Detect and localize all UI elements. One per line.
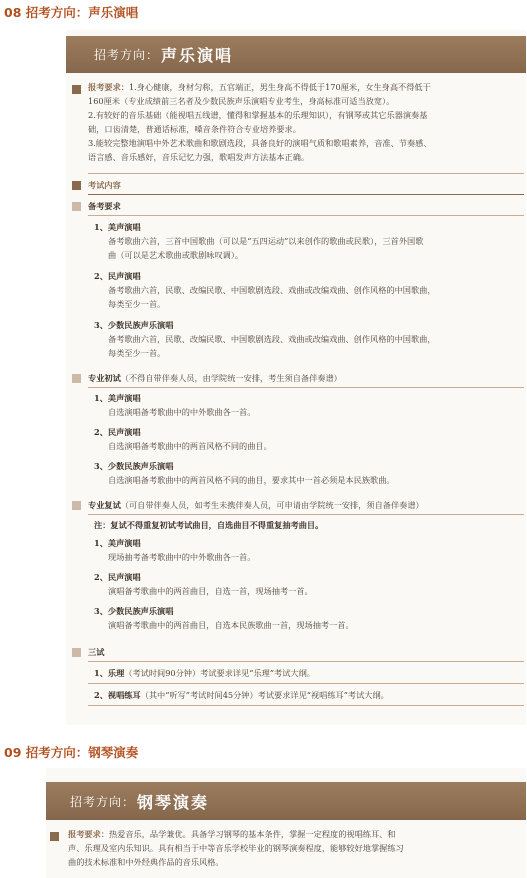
req-line: 3.能较完整地演唱中外艺术歌曲和歌剧选段，具备良好的演唱气质和歌唱素养，音准、节奏感、 (88, 138, 432, 148)
bullet-square-icon (72, 374, 81, 383)
banner-label: 招考方向： (70, 794, 136, 809)
vocal-banner (66, 36, 526, 73)
banner-label: 招考方向： (94, 48, 160, 62)
list-item: 3、少数民族声乐演唱 备考歌曲六首，民歌、改编民歌、中国歌剧选段、戏曲或改编戏曲、创作风格的中国歌曲， 每类至少一首。 (94, 320, 436, 358)
piano-card (46, 768, 526, 878)
req-label: 报考要求： (68, 829, 109, 839)
req-line: 曲的技术标准和中外经典作品的音乐风格。 (68, 857, 224, 867)
divider (88, 705, 524, 706)
divider (88, 173, 524, 174)
req-label: 报考要求： (88, 82, 129, 92)
prep-list (94, 220, 522, 360)
third-item: 2、视唱练耳（其中“听写”考试时间45分钟）考试要求详见“视唱练耳”考试大纲。 (94, 690, 389, 700)
req-line: 1.身心健康，身材匀称，五官端正，男生身高不得低于170厘米，女生身高不得低于 (128, 82, 431, 92)
list-item: 1、美声演唱 自选演唱备考歌曲中的中外歌曲各一首。 (94, 393, 256, 417)
bullet-square-icon (72, 181, 81, 190)
banner-value: 声乐演唱 (161, 46, 234, 65)
bullet-square-icon (50, 832, 59, 841)
divider (88, 387, 524, 388)
list-item: 2、民声演唱 备考歌曲六首，民歌、改编民歌、中国歌剧选段、戏曲或改编戏曲、创作风格的中国歌曲， 每类至少一首。 (94, 271, 436, 309)
section-heading-vocal: 08 招考方向：声乐演唱 (4, 5, 139, 20)
bullet-square-icon (72, 648, 81, 657)
third-item: 1、乐理（考试时间90分钟）考试要求详见“乐理”考试大纲。 (94, 668, 315, 678)
initial-exam-header: 专业初试（不得自带伴奏人员，由学院统一安排，考生须自备伴奏谱） (88, 373, 342, 383)
req-line: 2.有较好的音乐基础（能视唱五线谱，懂得和掌握基本的乐理知识），有钢琴或其它乐器演奏基 (88, 110, 428, 120)
req-line: 声、乐理及室内乐知识。具有相当于中等音乐学校毕业的钢琴演奏程度，能够较好地掌握练习 (68, 843, 404, 853)
req-line: 热爱音乐，品学兼优。具备学习钢琴的基本条件，掌握一定程度的视唱练耳、和 (108, 829, 396, 839)
piano-requirements (68, 827, 520, 869)
list-item: 1、美声演唱 现场抽考备考歌曲中的中外歌曲各一首。 (94, 538, 256, 562)
vocal-card (66, 30, 526, 725)
retest-warning: 注：复试不得重复初试考试曲目，自选曲目不得重复抽考曲目。 (94, 520, 324, 530)
piano-banner (46, 782, 526, 820)
list-item: 2、民声演唱 自选演唱备考歌曲中的两首风格不同的曲目。 (94, 427, 272, 451)
list-item: 2、民声演唱 演唱备考歌曲中的两首曲目，自选一首，现场抽考一首。 (94, 572, 313, 596)
list-item: 1、美声演唱 备考歌曲六首，三首中国歌曲（可以是“五四运动”以来创作的歌曲或民歌），三首外国歌 曲（可以是艺术歌曲或歌剧咏叹调）。 (94, 222, 424, 260)
req-line: 语言感、音乐感好，音乐记忆力强，歌唱发声方法基本正确。 (88, 152, 310, 162)
vocal-requirements (88, 80, 520, 164)
bullet-square-icon (72, 202, 81, 211)
initial-list (94, 391, 522, 487)
divider (88, 215, 524, 216)
third-test-title: 三试 (88, 647, 105, 657)
divider (88, 194, 524, 195)
retest-header: 专业复试（可自带伴奏人员，如考生未携伴奏人员，可申请由学院统一安排，须自备伴奏谱） (88, 500, 424, 510)
list-item: 3、少数民族声乐演唱 演唱备考歌曲中的两首曲目，自选本民族歌曲一首，现场抽考一首。 (94, 606, 354, 630)
retest-list (94, 536, 522, 632)
banner-value: 钢琴演奏 (137, 792, 210, 812)
divider (88, 514, 524, 515)
divider (88, 683, 524, 684)
list-item: 3、少数民族声乐演唱 自选演唱备考歌曲中的两首风格不同的曲目，要求其中一首必须是本民族歌曲。 (94, 461, 395, 485)
req-line: 160厘米（专业成绩前三名者及少数民族声乐演唱专业考生，身高标准可适当放宽）。 (88, 96, 395, 106)
bullet-square-icon (72, 501, 81, 510)
bullet-square-icon (72, 85, 81, 94)
section-heading-piano: 09 招考方向：钢琴演奏 (4, 745, 139, 760)
prep-title: 备考要求 (88, 201, 121, 211)
exam-content-title: 考试内容 (88, 180, 121, 190)
req-line: 础，口齿清楚，普通话标准，嗓音条件符合专业培养要求。 (88, 124, 301, 134)
divider (88, 661, 524, 662)
